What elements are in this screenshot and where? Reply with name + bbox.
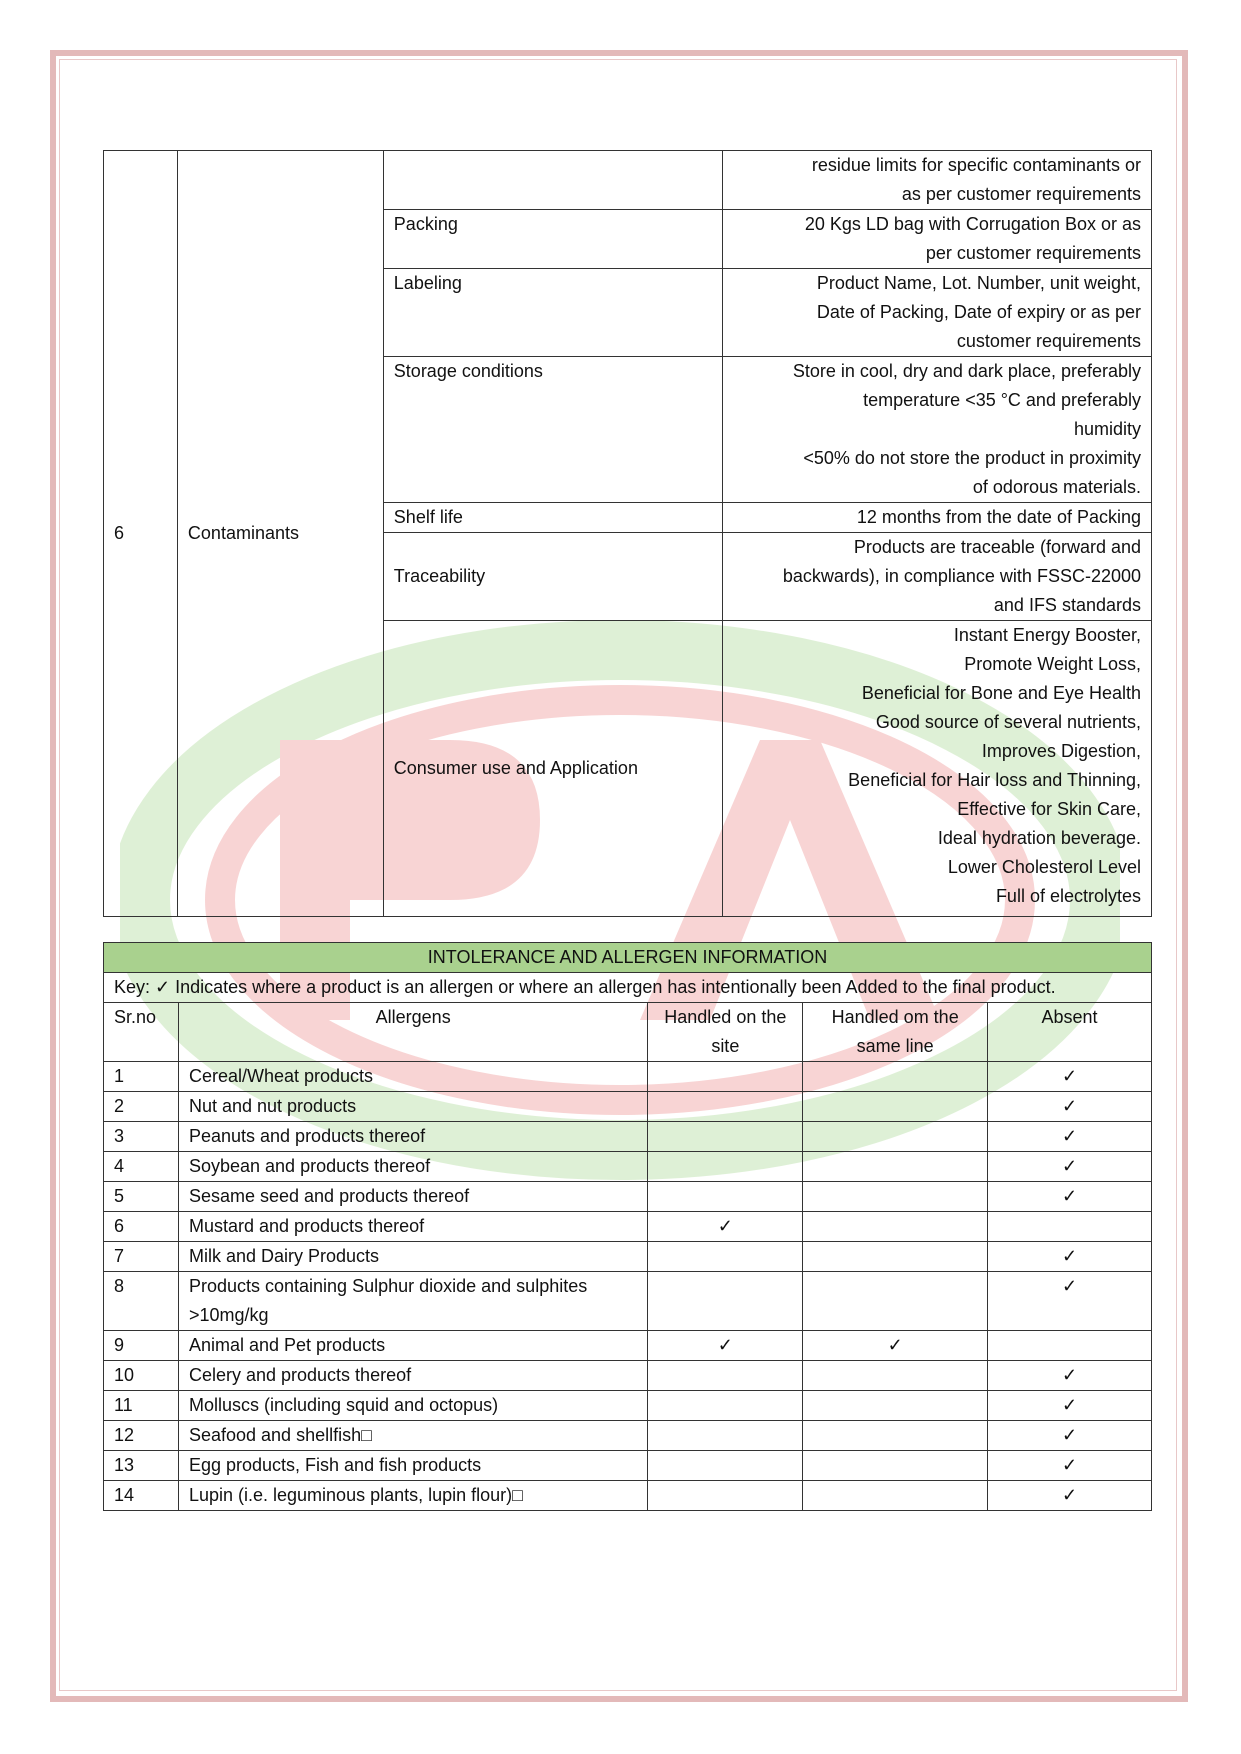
handled-same-line — [803, 1391, 988, 1421]
handled-on-site — [648, 1062, 803, 1092]
handled-same-line — [803, 1092, 988, 1122]
handled-on-site — [648, 1152, 803, 1182]
value-line: 20 Kgs LD bag with Corrugation Box or as — [804, 214, 1141, 234]
value-line: Full of electrolytes — [995, 886, 1141, 906]
allergen-row — [104, 1062, 1152, 1092]
absent: ✓ — [988, 1391, 1152, 1421]
handled-same-line — [803, 1242, 988, 1272]
handled-same-line — [803, 1361, 988, 1391]
value-line: Instant Energy Booster, — [953, 625, 1141, 645]
allergen-name: Mustard and products thereof — [178, 1212, 647, 1242]
parameter: Shelf life — [383, 503, 723, 533]
allergen-name: Products containing Sulphur dioxide and sulphites >10mg/kg — [178, 1272, 647, 1331]
allergen-row — [104, 1092, 1152, 1122]
handled-same-line — [803, 1062, 988, 1092]
absent: ✓ — [988, 1092, 1152, 1122]
value — [723, 269, 1152, 357]
parameter: Storage conditions — [383, 357, 723, 503]
parameter: Consumer use and Application — [383, 621, 723, 917]
allergen-name: Nut and nut products — [178, 1092, 647, 1122]
allergen-row — [104, 1272, 1152, 1331]
allergen-row — [104, 1361, 1152, 1391]
allergen-name: Egg products, Fish and fish products — [178, 1451, 647, 1481]
absent: ✓ — [988, 1152, 1152, 1182]
absent — [988, 1212, 1152, 1242]
parameter — [383, 151, 723, 210]
value — [723, 533, 1152, 621]
handled-same-line — [803, 1451, 988, 1481]
value-line: customer requirements — [956, 331, 1141, 351]
allergen-row — [104, 1481, 1152, 1511]
allergen-name: Soybean and products thereof — [178, 1152, 647, 1182]
absent — [988, 1331, 1152, 1361]
parameter: Traceability — [383, 533, 723, 621]
sr-no: 7 — [104, 1242, 179, 1272]
handled-same-line: ✓ — [803, 1331, 988, 1361]
value-line: Date of Packing, Date of expiry or as per — [816, 302, 1141, 322]
handled-same-line — [803, 1122, 988, 1152]
value-line: Store in cool, dry and dark place, preferably — [792, 361, 1141, 381]
handled-on-site — [648, 1272, 803, 1331]
value-line: Beneficial for Bone and Eye Health — [861, 683, 1141, 703]
allergen-name: Molluscs (including squid and octopus) — [178, 1391, 647, 1421]
handled-on-site: ✓ — [648, 1212, 803, 1242]
absent: ✓ — [988, 1361, 1152, 1391]
handled-on-site — [648, 1092, 803, 1122]
handled-same-line — [803, 1212, 988, 1242]
allergen-name: Lupin (i.e. leguminous plants, lupin flour)□ — [178, 1481, 647, 1511]
handled-on-site — [648, 1481, 803, 1511]
value-line: backwards), in compliance with FSSC-22000 — [782, 566, 1141, 586]
value-line: Product Name, Lot. Number, unit weight, — [816, 273, 1141, 293]
absent: ✓ — [988, 1421, 1152, 1451]
sr-no: 1 — [104, 1062, 179, 1092]
value-line: Good source of several nutrients, — [875, 712, 1141, 732]
value-line: residue limits for specific contaminants or — [811, 155, 1141, 175]
allergen-row — [104, 1242, 1152, 1272]
allergen-row — [104, 1451, 1152, 1481]
value-line: Improves Digestion, — [981, 741, 1141, 761]
sr-no: 11 — [104, 1391, 179, 1421]
sr-no: 4 — [104, 1152, 179, 1182]
allergen-row — [104, 1331, 1152, 1361]
absent: ✓ — [988, 1062, 1152, 1092]
absent: ✓ — [988, 1182, 1152, 1212]
handled-on-site — [648, 1242, 803, 1272]
handled-same-line — [803, 1152, 988, 1182]
value-line: as per customer requirements — [901, 184, 1141, 204]
value-line: <50% do not store the product in proximity — [803, 448, 1141, 468]
header-handled-line: Handled om the same line — [803, 1003, 988, 1062]
absent: ✓ — [988, 1122, 1152, 1152]
value — [723, 151, 1152, 210]
category: Contaminants — [177, 151, 383, 917]
absent: ✓ — [988, 1451, 1152, 1481]
value-line: and IFS standards — [993, 595, 1141, 615]
sr-no: 9 — [104, 1331, 179, 1361]
allergen-row — [104, 1122, 1152, 1152]
sr-number: 6 — [104, 151, 178, 917]
allergen-row — [104, 1421, 1152, 1451]
sr-no: 10 — [104, 1361, 179, 1391]
absent: ✓ — [988, 1481, 1152, 1511]
value-line: 12 months from the date of Packing — [856, 507, 1141, 527]
parameter: Labeling — [383, 269, 723, 357]
value-line: humidity — [1073, 419, 1141, 439]
allergen-row — [104, 1152, 1152, 1182]
value-line: Products are traceable (forward and — [853, 537, 1141, 557]
value-line: Ideal hydration beverage. — [937, 828, 1141, 848]
value-line: per customer requirements — [925, 243, 1141, 263]
handled-on-site — [648, 1361, 803, 1391]
value-line: Beneficial for Hair loss and Thinning, — [848, 770, 1141, 790]
header-srno: Sr.no — [104, 1003, 179, 1062]
header-handled-site: Handled on the site — [648, 1003, 803, 1062]
value — [723, 621, 1152, 917]
specification-table — [103, 150, 1152, 917]
header-absent: Absent — [988, 1003, 1152, 1062]
value — [723, 357, 1152, 503]
allergen-row — [104, 1182, 1152, 1212]
parameter: Packing — [383, 210, 723, 269]
absent: ✓ — [988, 1272, 1152, 1331]
handled-on-site — [648, 1122, 803, 1152]
allergen-name: Animal and Pet products — [178, 1331, 647, 1361]
sr-no: 3 — [104, 1122, 179, 1152]
handled-same-line — [803, 1182, 988, 1212]
allergen-name: Milk and Dairy Products — [178, 1242, 647, 1272]
sr-no: 12 — [104, 1421, 179, 1451]
allergen-name: Seafood and shellfish□ — [178, 1421, 647, 1451]
value-line: Promote Weight Loss, — [964, 654, 1141, 674]
value — [723, 210, 1152, 269]
value-line: Effective for Skin Care, — [957, 799, 1141, 819]
value-line: Lower Cholesterol Level — [947, 857, 1141, 877]
handled-on-site — [648, 1421, 803, 1451]
sr-no: 5 — [104, 1182, 179, 1212]
absent: ✓ — [988, 1242, 1152, 1272]
spec-row — [104, 151, 1152, 210]
handled-same-line — [803, 1481, 988, 1511]
handled-on-site — [648, 1391, 803, 1421]
allergen-key: Key: ✓ Indicates where a product is an allergen or where an allergen has intentionally been Added to the final product. — [104, 973, 1152, 1003]
allergen-name: Cereal/Wheat products — [178, 1062, 647, 1092]
value-line: temperature <35 °C and preferably — [863, 390, 1141, 410]
allergen-title: INTOLERANCE AND ALLERGEN INFORMATION — [104, 943, 1152, 973]
allergen-name: Celery and products thereof — [178, 1361, 647, 1391]
handled-on-site — [648, 1451, 803, 1481]
allergen-table — [103, 942, 1152, 1511]
allergen-name: Peanuts and products thereof — [178, 1122, 647, 1152]
allergen-row — [104, 1212, 1152, 1242]
handled-on-site — [648, 1182, 803, 1212]
value — [723, 503, 1152, 533]
allergen-row — [104, 1391, 1152, 1421]
value-line: of odorous materials. — [972, 477, 1141, 497]
sr-no: 13 — [104, 1451, 179, 1481]
allergen-name: Sesame seed and products thereof — [178, 1182, 647, 1212]
handled-on-site: ✓ — [648, 1331, 803, 1361]
sr-no: 6 — [104, 1212, 179, 1242]
sr-no: 2 — [104, 1092, 179, 1122]
sr-no: 8 — [104, 1272, 179, 1331]
header-allergens: Allergens — [178, 1003, 647, 1062]
handled-same-line — [803, 1421, 988, 1451]
header-row — [104, 1003, 1152, 1062]
handled-same-line — [803, 1272, 988, 1331]
sr-no: 14 — [104, 1481, 179, 1511]
